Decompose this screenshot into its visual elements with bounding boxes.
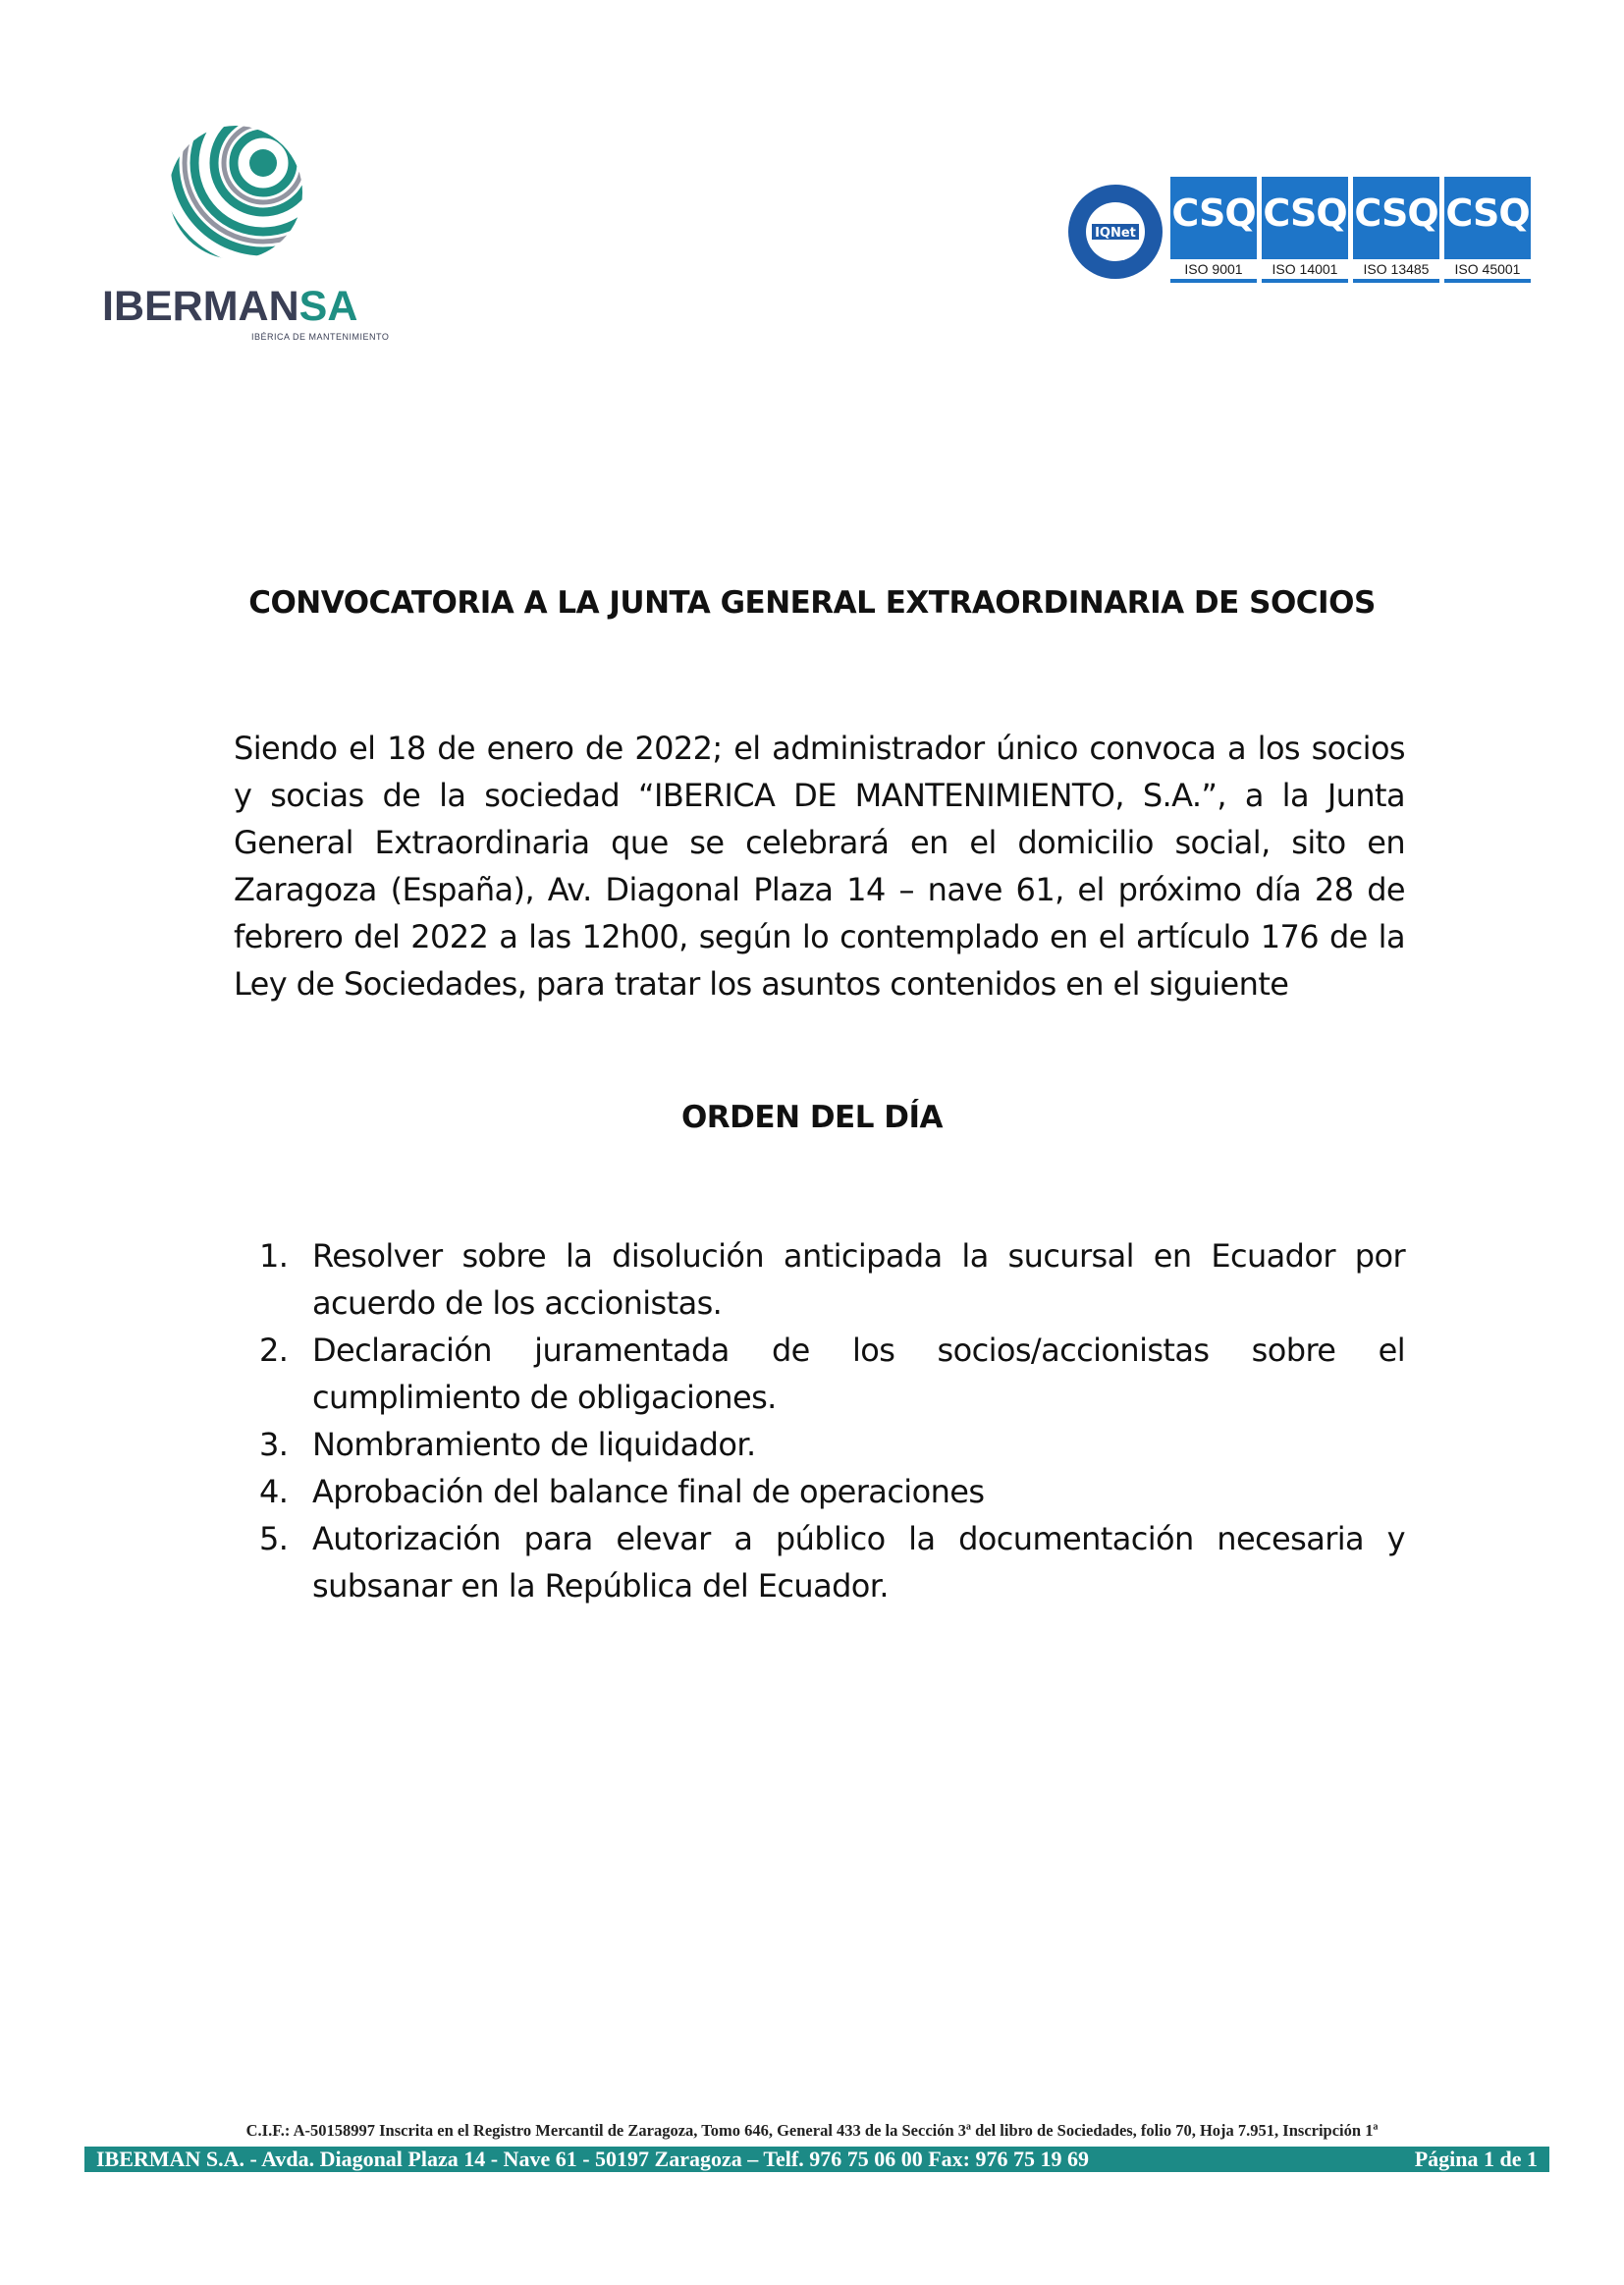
logo-wordmark: IBERMANSA bbox=[102, 283, 358, 330]
cert-badge bbox=[1353, 177, 1439, 287]
agenda-heading: ORDEN DEL DÍA bbox=[680, 1100, 944, 1135]
globe-logo-icon bbox=[165, 118, 312, 265]
agenda-item bbox=[259, 1468, 1405, 1515]
logo-tagline: IBÉRICA DE MANTENIMIENTO bbox=[251, 332, 390, 342]
iqnet-label: IQNet bbox=[1095, 226, 1136, 241]
cert-standard: ISO 13485 bbox=[1353, 259, 1439, 283]
agenda-item bbox=[259, 1327, 1405, 1421]
company-logo bbox=[94, 118, 389, 354]
agenda-item-number: 5. bbox=[259, 1520, 289, 1557]
iqnet-certified-icon bbox=[1066, 183, 1164, 281]
cert-standard: ISO 9001 bbox=[1170, 259, 1257, 283]
footer-address: IBERMAN S.A. - Avda. Diagonal Plaza 14 - Nave 61 - 50197 Zaragoza – Telf. 976 75 06 00 Fax: 976 75 19 69 bbox=[96, 2147, 1089, 2171]
agenda-item-text: Resolver sobre la disolución anticipada la sucursal en Ecuador por acuerdo de los accionistas. bbox=[312, 1237, 1405, 1322]
cert-badge bbox=[1262, 177, 1348, 287]
agenda-item-number: 1. bbox=[259, 1237, 289, 1275]
agenda-item-number: 2. bbox=[259, 1332, 289, 1369]
certification-badges bbox=[1066, 177, 1540, 287]
agenda-item-text: Aprobación del balance final de operaciones bbox=[312, 1473, 985, 1510]
document-title: CONVOCATORIA A LA JUNTA GENERAL EXTRAORDINARIA DE SOCIOS bbox=[248, 585, 1376, 621]
cert-standard: ISO 45001 bbox=[1444, 259, 1531, 283]
cert-brand: CSQ bbox=[1444, 177, 1531, 259]
cert-brand: CSQ bbox=[1353, 177, 1439, 259]
agenda-list bbox=[259, 1232, 1405, 1609]
agenda-item-text: Nombramiento de liquidador. bbox=[312, 1426, 756, 1463]
agenda-item-text: Declaración juramentada de los socios/accionistas sobre el cumplimiento de obligaciones. bbox=[312, 1332, 1405, 1416]
footer-page-number: Página 1 de 1 bbox=[1414, 2147, 1538, 2171]
cert-brand: CSQ bbox=[1262, 177, 1348, 259]
convocation-paragraph: Siendo el 18 de enero de 2022; el administrador único convoca a los socios y socias de la sociedad “IBERICA DE MANTENIMIENTO, S.A.”, a la Junta General Extraordinaria que se celebrará en el domicilio social, sito en Zaragoza (España), Av. Diagonal Plaza 14 – nave 61, el próximo día 28 de febrero del 2022 a las 12h00, según lo contemplado en el artículo 176 de la Ley de Sociedades, para tratar los asuntos contenidos en el siguiente bbox=[234, 730, 1405, 1003]
agenda-item-number: 3. bbox=[259, 1426, 289, 1463]
agenda-item-number: 4. bbox=[259, 1473, 289, 1510]
agenda-item-text: Autorización para elevar a público la documentación necesaria y subsanar en la República del Ecuador. bbox=[312, 1520, 1405, 1605]
agenda-item bbox=[259, 1421, 1405, 1468]
agenda-item bbox=[259, 1515, 1405, 1609]
cert-badge bbox=[1170, 177, 1257, 287]
footer-registry: C.I.F.: A-50158997 Inscrita en el Registro Mercantil de Zaragoza, Tomo 646, General 433 de la Sección 3ª del libro de Sociedades, folio 70, Hoja 7.951, Inscripción 1ª bbox=[245, 2121, 1379, 2140]
footer-bar bbox=[84, 2147, 1549, 2172]
cert-brand: CSQ bbox=[1170, 177, 1257, 259]
cert-badge bbox=[1444, 177, 1531, 287]
cert-standard: ISO 14001 bbox=[1262, 259, 1348, 283]
agenda-item bbox=[259, 1232, 1405, 1327]
